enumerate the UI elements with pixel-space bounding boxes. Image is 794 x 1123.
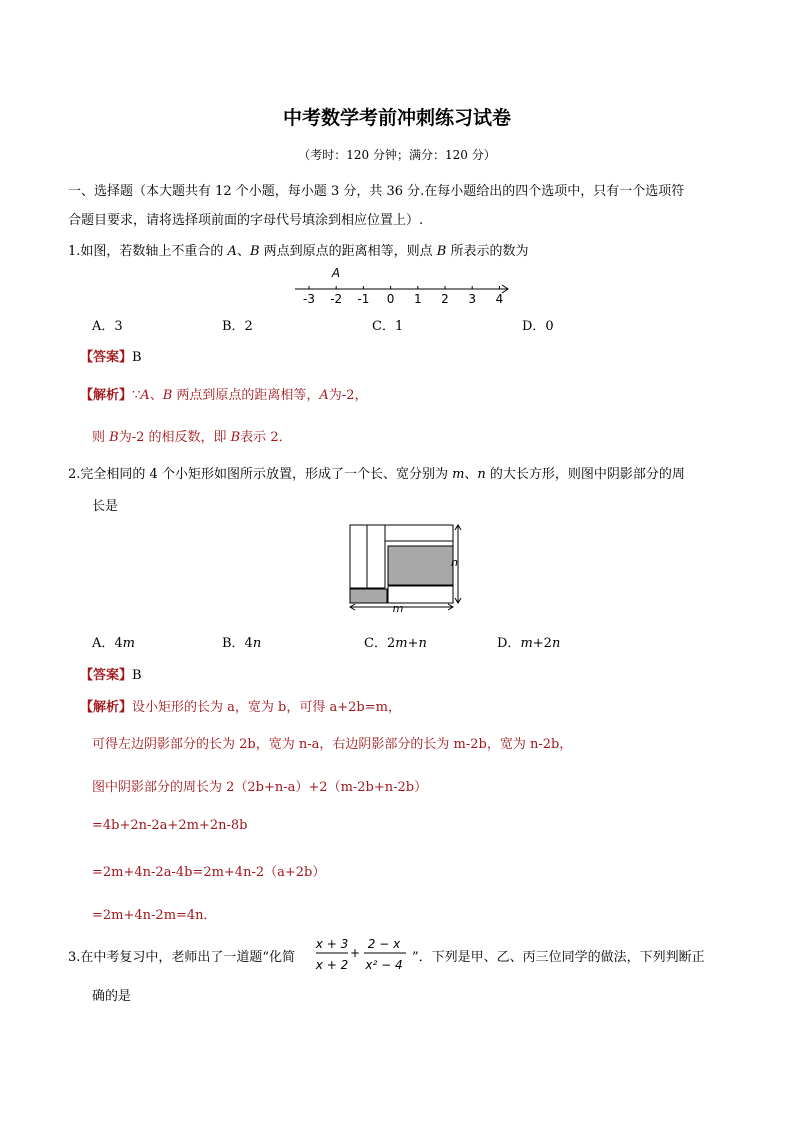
- q2-answer: 【答案】B: [80, 668, 142, 683]
- q2-option-a: A．4m: [92, 636, 135, 651]
- fraction1-numerator: x + 3: [315, 937, 349, 951]
- q1-option-b: B．2: [222, 319, 253, 334]
- q3-stem-prefix: 3.在中考复习中，老师出了一道题“化简: [68, 950, 296, 965]
- number-line-figure: [290, 262, 520, 308]
- rectangles-figure: [340, 520, 470, 616]
- axis-tick-label: -1: [357, 292, 370, 306]
- q1-option-a: A．3: [92, 319, 123, 334]
- axis-tick-label: 3: [468, 292, 477, 306]
- dimension-n-label: n: [451, 556, 458, 569]
- q2-analysis-line1: 【解析】设小矩形的长为 a，宽为 b，可得 a+2b=m，: [80, 700, 401, 715]
- q2-stem-line1: 2.完全相同的 4 个小矩形如图所示放置，形成了一个长、宽分别为 m、n 的大长方形，则图中阴影部分的周: [68, 467, 685, 482]
- q1-option-c: C．1: [372, 319, 404, 334]
- q2-analysis-line5: =2m+4n-2a-4b=2m+4n-2（a+2b）: [92, 865, 326, 880]
- axis-tick-label: 0: [386, 292, 395, 306]
- point-a-label: A: [331, 266, 341, 280]
- axis-tick-label: 4: [495, 292, 504, 306]
- q2-analysis-line2: 可得左边阴影部分的长为 2b，宽为 n-a，右边阴影部分的长为 m-2b，宽为 n-2b，: [92, 737, 573, 752]
- q1-analysis-line1: 【解析】∵A、B 两点到原点的距离相等，A为-2，: [80, 388, 368, 403]
- q2-option-c: C．2m+n: [364, 636, 427, 651]
- section-heading-line2: 合题目要求，请将选择项前面的字母代号填涂到相应位置上）.: [68, 213, 424, 228]
- q2-analysis-line4: =4b+2n-2a+2m+2n-8b: [92, 818, 248, 833]
- q1-stem: 1.如图，若数轴上不重合的 A、B 两点到原点的距离相等，则点 B 所表示的数为: [68, 244, 529, 259]
- shaded-region-left: [350, 589, 387, 603]
- fraction2-numerator: 2 − x: [367, 937, 401, 951]
- fraction2-denominator: x² − 4: [365, 958, 403, 972]
- dimension-m-label: m: [392, 602, 404, 615]
- shaded-region-right: [388, 546, 453, 585]
- page-title: 中考数学考前冲刺练习试卷: [282, 107, 511, 129]
- q3-expression: [312, 932, 410, 976]
- q2-analysis-line6: =2m+4n-2m=4n．: [92, 908, 217, 923]
- axis-tick-label: -2: [330, 292, 343, 306]
- axis-tick-labels: [303, 292, 503, 306]
- q1-option-d: D．0: [522, 319, 554, 334]
- q3-stem-suffix: ”．下列是甲、乙、丙三位同学的做法，下列判断正: [412, 950, 705, 965]
- section-heading-line1: 一、选择题（本大题共有 12 个小题，每小题 3 分，共 36 分.在每小题给出的四个选项中，只有一个选项符: [68, 184, 685, 199]
- axis-tick-label: 2: [441, 292, 449, 306]
- q2-stem-line2: 长是: [92, 499, 119, 514]
- q1-analysis-line2: 则 B为-2 的相反数，即 B表示 2．: [92, 430, 292, 445]
- plus-sign: +: [349, 946, 361, 960]
- q2-option-b: B．4n: [222, 636, 262, 651]
- axis-tick-label: 1: [413, 292, 422, 306]
- q2-option-d: D．m+2n: [497, 636, 561, 651]
- fraction1-denominator: x + 2: [315, 958, 349, 972]
- q2-analysis-line3: 图中阴影部分的周长为 2（2b+n-a）+2（m-2b+n-2b）: [92, 780, 428, 795]
- exam-info: （考时：120 分钟；满分：120 分）: [298, 148, 496, 162]
- axis-tick-label: -3: [303, 292, 315, 306]
- q1-answer: 【答案】B: [80, 350, 142, 365]
- q3-stem-line2: 确的是: [92, 989, 132, 1004]
